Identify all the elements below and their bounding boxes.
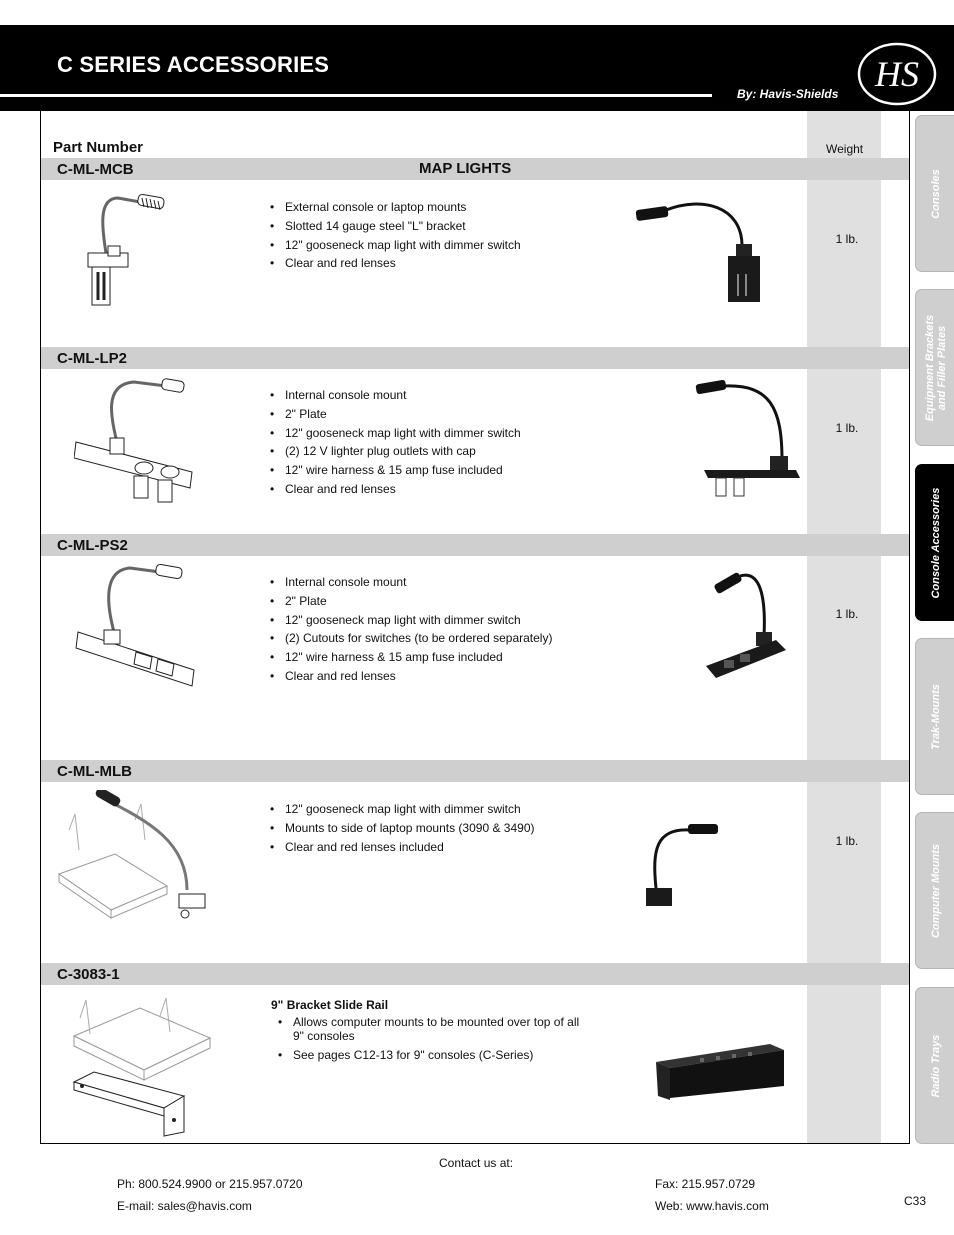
contact-label: Contact us at:	[439, 1156, 514, 1170]
product-band	[41, 963, 909, 985]
feature-item: • Mounts to side of laptop mounts (3090 & 3490)	[270, 819, 535, 838]
web-link[interactable]: Web: www.havis.com	[655, 1199, 769, 1213]
slide-rail-photo	[650, 1034, 788, 1106]
tab-label: Console Accessories	[929, 487, 942, 598]
section-title: MAP LIGHTS	[419, 160, 512, 177]
weight-value: 1 lb.	[835, 232, 859, 246]
feature-item: • External console or laptop mounts	[270, 198, 521, 217]
product-band	[41, 534, 909, 556]
lighter-plug-plate-photo	[690, 378, 802, 503]
feature-item: • Allows computer mounts to be mounted over top of all 9" consoles	[278, 1015, 593, 1048]
page-title: C SERIES ACCESSORIES	[57, 52, 330, 77]
switch-cutout-plate-photo	[700, 566, 790, 691]
tab-radio-trays[interactable]	[915, 987, 954, 1144]
feature-list	[270, 573, 552, 686]
product-subtitle: 9" Bracket Slide Rail	[271, 998, 389, 1012]
tab-label: Trak-Mounts	[929, 683, 942, 750]
tab-label: Equipment Brackets and Filler Plates	[923, 314, 948, 421]
slide-rail-drawing	[60, 986, 220, 1138]
feature-item: • Clear and red lenses	[270, 254, 521, 273]
lighter-plug-plate-drawing	[74, 376, 204, 516]
weight-value: 1 lb.	[835, 421, 859, 435]
part-number-header: Part Number	[53, 139, 144, 156]
weight-header: Weight	[826, 142, 864, 156]
header-rule	[0, 94, 712, 97]
feature-item: • Internal console mount	[270, 573, 552, 592]
tab-trak-mounts[interactable]	[915, 638, 954, 795]
tab-consoles[interactable]	[915, 115, 954, 272]
feature-list	[270, 386, 521, 499]
feature-item: • Internal console mount	[270, 386, 521, 405]
part-code: C-ML-MLB	[57, 763, 132, 780]
fax-text: Fax: 215.957.0729	[655, 1177, 756, 1191]
feature-item: • 12" gooseneck map light with dimmer switch	[270, 611, 552, 630]
phone-text: Ph: 800.524.9900 or 215.957.0720	[117, 1177, 303, 1191]
weight-value: 1 lb.	[835, 607, 859, 621]
tab-label: Computer Mounts	[929, 843, 942, 938]
product-band	[41, 158, 909, 180]
havis-shields-logo	[853, 40, 939, 108]
feature-list	[270, 800, 535, 856]
feature-item: • 2" Plate	[270, 405, 521, 424]
logo-letters: HS	[875, 54, 919, 94]
byline: By: Havis-Shields	[737, 87, 839, 101]
feature-item: • 12" gooseneck map light with dimmer switch	[270, 800, 535, 819]
feature-item: • Slotted 14 gauge steel "L" bracket	[270, 217, 521, 236]
feature-item: • Clear and red lenses	[270, 480, 521, 499]
feature-item: • 12" wire harness & 15 amp fuse included	[270, 648, 552, 667]
feature-list	[278, 1015, 593, 1062]
tab-computer-mounts[interactable]	[915, 812, 954, 969]
feature-item: • See pages C12-13 for 9" consoles (C-Series)	[278, 1048, 593, 1062]
product-band	[41, 347, 909, 369]
email-link[interactable]: E-mail: sales@havis.com	[117, 1199, 252, 1213]
feature-item: • (2) Cutouts for switches (to be ordered separately)	[270, 629, 552, 648]
feature-item: • Clear and red lenses included	[270, 838, 535, 857]
tab-label: Consoles	[929, 168, 942, 219]
part-code: C-ML-LP2	[57, 350, 127, 367]
map-light-bracket-drawing	[78, 188, 178, 313]
part-code: C-ML-PS2	[57, 537, 128, 554]
feature-list	[270, 198, 521, 273]
feature-item: • 2" Plate	[270, 592, 552, 611]
feature-item: • 12" gooseneck map light with dimmer switch	[270, 236, 521, 255]
feature-item: • Clear and red lenses	[270, 667, 552, 686]
feature-item: • (2) 12 V lighter plug outlets with cap	[270, 442, 521, 461]
page-number: C33	[904, 1194, 927, 1208]
part-code: C-3083-1	[57, 966, 120, 983]
laptop-mount-light-drawing	[55, 790, 225, 922]
switch-cutout-plate-drawing	[74, 562, 198, 692]
weight-value: 1 lb.	[835, 834, 859, 848]
feature-item: • 12" gooseneck map light with dimmer switch	[270, 424, 521, 443]
product-band	[41, 760, 909, 782]
map-light-bracket-photo	[632, 196, 772, 306]
tab-console-accessories[interactable]	[915, 464, 954, 621]
feature-item: • 12" wire harness & 15 amp fuse included	[270, 461, 521, 480]
part-code: C-ML-MCB	[57, 161, 134, 178]
tab-equipment-brackets[interactable]	[915, 289, 954, 446]
tab-label: Radio Trays	[929, 1034, 942, 1097]
laptop-mount-light-photo	[640, 820, 728, 914]
